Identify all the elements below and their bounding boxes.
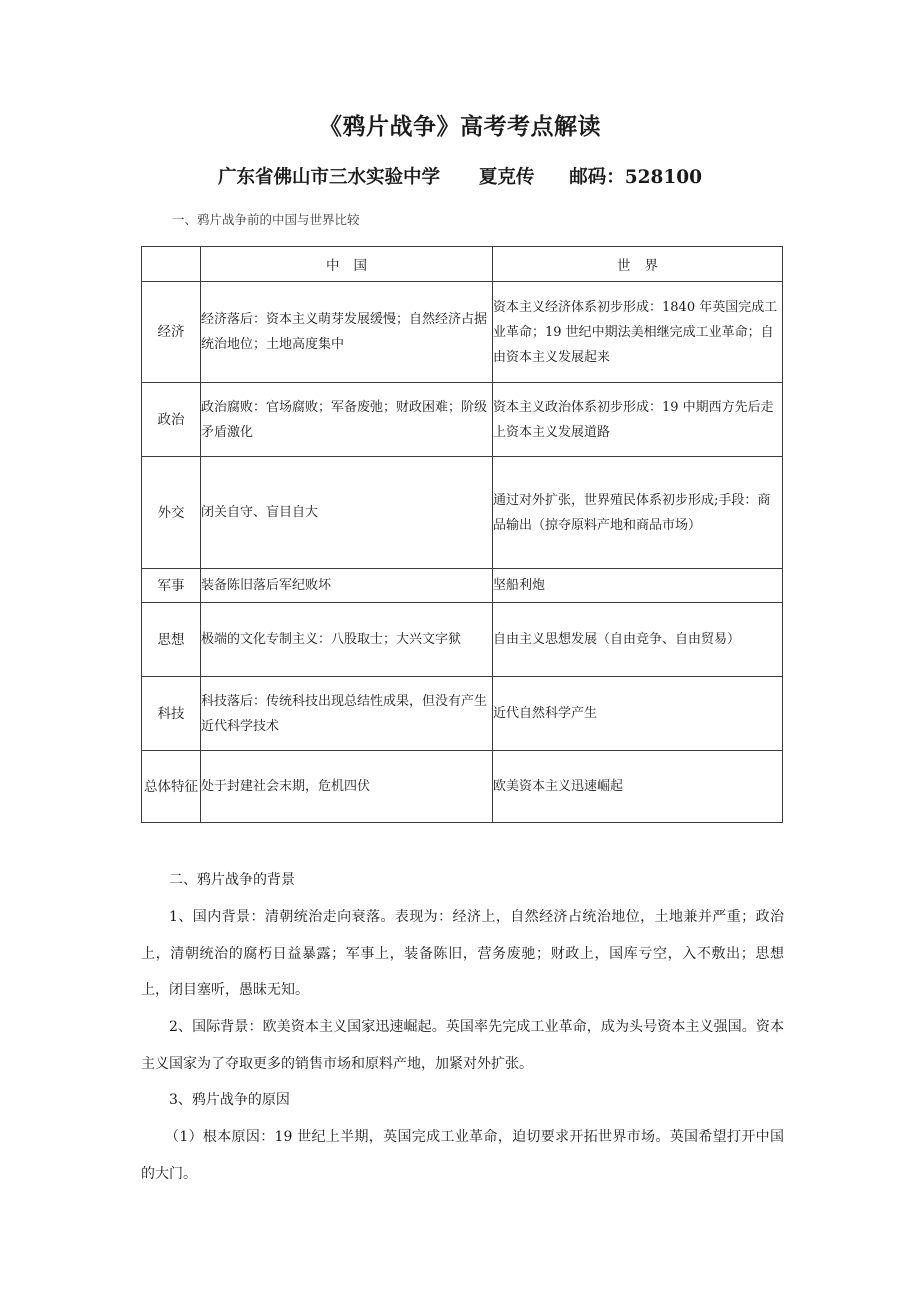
row-world-cell: 欧美资本主义迅速崛起 (493, 751, 783, 823)
row-world-cell: 近代自然科学产生 (493, 677, 783, 751)
row-china-cell: 闭关自守、盲目自大 (201, 457, 493, 569)
row-category-label: 军事 (142, 569, 201, 603)
paragraph-root-cause: （1）根本原因：19 世纪上半期，英国完成工业革命，迫切要求开拓世界市场。英国希望打开中国的大门。 (141, 1129, 784, 1182)
page-title: 《鸦片战争》高考考点解读 (319, 113, 601, 140)
row-category-label: 政治 (142, 383, 201, 457)
table-row (142, 569, 783, 603)
row-world-cell: 自由主义思想发展（自由竞争、自由贸易） (493, 603, 783, 677)
byline-postal-code: 邮码：528100 (569, 167, 703, 188)
row-world-cell: 资本主义政治体系初步形成：19 中期西方先后走上资本主义发展道路 (493, 383, 783, 457)
table-row (142, 677, 783, 751)
row-world-cell: 资本主义经济体系初步形成：1840 年英国完成工业革命；19 世纪中期法美相继完成工业革命；自由资本主义发展起来 (493, 282, 783, 383)
comparison-table (141, 246, 783, 823)
row-category-label: 经济 (142, 282, 201, 383)
table-header-category (142, 247, 201, 282)
byline-school: 广东省佛山市三水实验中学 (217, 167, 440, 188)
section-heading-one: 一、鸦片战争前的中国与世界比较 (172, 212, 360, 227)
table-row (142, 383, 783, 457)
row-category-label: 科技 (142, 677, 201, 751)
row-category-label: 总体特征 (142, 751, 201, 823)
row-world-cell: 通过对外扩张，世界殖民体系初步形成;手段：商品输出（掠夺原料产地和商品市场） (493, 457, 783, 569)
section-heading-two: 二、鸦片战争的背景 (169, 872, 295, 888)
table-header-china: 中国 (201, 247, 493, 282)
row-world-cell: 坚船利炮 (493, 569, 783, 603)
row-china-cell: 装备陈旧落后军纪败坏 (201, 569, 493, 603)
row-category-label: 思想 (142, 603, 201, 677)
row-china-cell: 政治腐败：官场腐败；军备废弛；财政困难；阶级矛盾激化 (201, 383, 493, 457)
table-row (142, 603, 783, 677)
table-row (142, 751, 783, 823)
row-china-cell: 经济落后：资本主义萌芽发展缓慢；自然经济占据统治地位；土地高度集中 (201, 282, 493, 383)
byline (0, 165, 920, 191)
paragraph-international-background: 2、国际背景：欧美资本主义国家迅速崛起。英国率先完成工业革命，成为头号资本主义强国。资本主义国家为了夺取更多的销售市场和原料产地，加紧对外扩张。 (141, 1019, 784, 1072)
section-heading-three: 3、鸦片战争的原因 (169, 1092, 290, 1108)
table-header-world: 世界 (493, 247, 783, 282)
table-row (142, 457, 783, 569)
row-category-label: 外交 (142, 457, 201, 569)
row-china-cell: 极端的文化专制主义：八股取士；大兴文字狱 (201, 603, 493, 677)
row-china-cell: 科技落后：传统科技出现总结性成果，但没有产生近代科学技术 (201, 677, 493, 751)
row-china-cell: 处于封建社会末期，危机四伏 (201, 751, 493, 823)
byline-author: 夏克传 (478, 167, 535, 188)
table-header-row (142, 247, 783, 282)
paragraph-domestic-background: 1、国内背景：清朝统治走向衰落。表现为：经济上，自然经济占统治地位，土地兼并严重；政治上，清朝统治的腐朽日益暴露；军事上，装备陈旧，营务废驰；财政上，国库亏空，入不敷出；思想上，闭目塞听，愚昧无知。 (141, 909, 784, 998)
table-row (142, 282, 783, 383)
